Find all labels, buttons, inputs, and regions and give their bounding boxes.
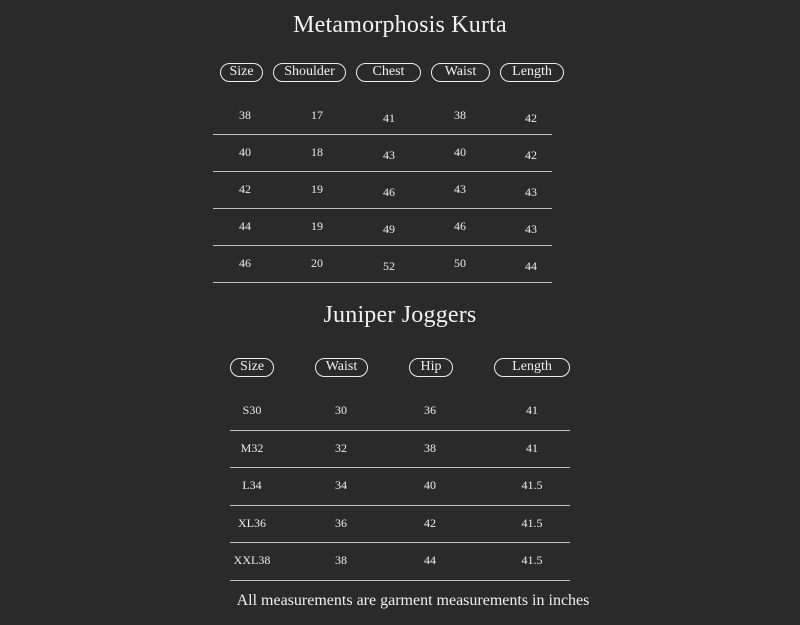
table-cell: 46 — [383, 185, 395, 199]
table-cell: 41 — [526, 440, 538, 455]
table-cell: 49 — [383, 222, 395, 236]
table-row — [230, 542, 570, 581]
table-cell: 36 — [335, 515, 347, 530]
kurta-title: Metamorphosis Kurta — [293, 12, 507, 38]
table-cell: 43 — [454, 182, 466, 196]
table-cell: 40 — [239, 145, 251, 159]
table-cell: L34 — [242, 478, 262, 492]
table-row — [213, 134, 552, 172]
table-cell: 46 — [454, 219, 466, 233]
table-cell: XXL38 — [233, 553, 271, 567]
table-cell: 18 — [311, 145, 323, 159]
table-cell: 43 — [383, 148, 395, 162]
table-cell: 30 — [335, 403, 347, 417]
table-cell: 41.5 — [521, 553, 543, 567]
table-cell: 19 — [311, 219, 323, 233]
table-row — [213, 245, 552, 283]
table-cell: 42 — [239, 182, 251, 196]
table-cell: 34 — [335, 478, 347, 492]
table-cell: 42 — [525, 148, 537, 162]
kurta-header-waist: Waist — [431, 63, 490, 82]
table-row — [213, 97, 552, 135]
table-row — [213, 171, 552, 209]
table-cell: 36 — [424, 403, 436, 417]
table-cell: 38 — [454, 108, 466, 122]
table-cell: 40 — [454, 145, 466, 159]
table-cell: 32 — [335, 440, 347, 455]
table-row — [213, 208, 552, 246]
joggers-header-waist: Waist — [315, 358, 368, 377]
joggers-header-length: Length — [494, 358, 570, 377]
table-row — [230, 392, 570, 431]
measurement-note: All measurements are garment measurements in inches — [236, 592, 590, 609]
table-row — [230, 505, 570, 544]
table-cell: 52 — [383, 259, 395, 273]
table-cell: 20 — [311, 256, 323, 270]
table-cell: 38 — [335, 553, 347, 567]
table-cell: 41 — [526, 403, 538, 417]
table-cell: 41 — [383, 111, 395, 125]
table-cell: 38 — [239, 108, 251, 122]
table-cell: 43 — [525, 222, 537, 236]
table-cell: 46 — [239, 256, 251, 270]
table-cell: 42 — [525, 111, 537, 125]
joggers-title: Juniper Joggers — [323, 302, 477, 328]
table-cell: 38 — [424, 440, 436, 455]
kurta-header-length: Length — [500, 63, 564, 82]
table-row — [230, 467, 570, 506]
table-cell: 41.5 — [521, 515, 543, 530]
table-cell: M32 — [240, 440, 264, 455]
table-cell: 44 — [525, 259, 537, 273]
joggers-header-size: Size — [230, 358, 274, 377]
table-cell: S30 — [242, 403, 262, 417]
table-cell: 42 — [424, 515, 436, 530]
table-cell: 41.5 — [521, 478, 543, 492]
kurta-header-shoulder: Shoulder — [273, 63, 346, 82]
kurta-header-size: Size — [220, 63, 263, 82]
table-cell: XL36 — [238, 515, 266, 530]
table-cell: 17 — [311, 108, 323, 122]
joggers-header-hip: Hip — [409, 358, 453, 377]
table-cell: 19 — [311, 182, 323, 196]
table-cell: 44 — [239, 219, 251, 233]
kurta-header-chest: Chest — [356, 63, 421, 82]
table-cell: 40 — [424, 478, 436, 492]
table-cell: 43 — [525, 185, 537, 199]
table-cell: 50 — [454, 256, 466, 270]
table-row — [230, 430, 570, 469]
table-cell: 44 — [424, 553, 436, 567]
